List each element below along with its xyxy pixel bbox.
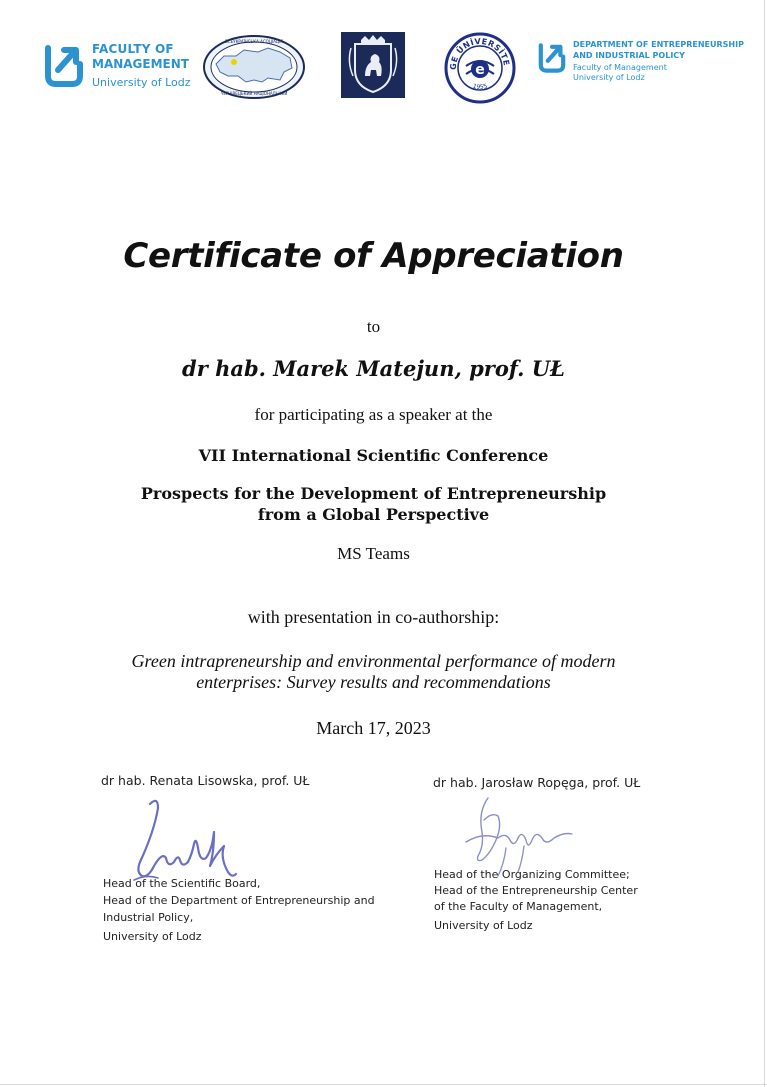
department-logo-line3: Faculty of Management [573,63,667,72]
faculty-logo-line3: University of Lodz [92,76,191,89]
certificate-date: March 17, 2023 [316,718,431,738]
right-role-line4: University of Lodz [434,919,533,932]
right-signatory-role [434,867,638,934]
ege-university-seal-icon [444,32,516,104]
presentation-title-line1: Green intrapreneurship and environmental performance of modern [131,651,616,671]
left-role-line4: University of Lodz [103,930,202,943]
department-logo-line1: DEPARTMENT OF ENTREPRENEURSHIP [573,40,744,49]
ege-year-text: 1955 [471,82,489,91]
lion-crest-icon [341,32,405,98]
faculty-of-management-logo [44,42,194,92]
university-crest-logo [341,32,405,98]
left-role-line3: Industrial Policy, [103,911,194,924]
ege-name-text: GE ÜNİVERSİTE [448,36,511,71]
right-role-line3: of the Faculty of Management, [434,900,603,913]
page-edge-bottom [0,1084,767,1085]
faculty-logo-line1: FACULTY OF [92,42,174,56]
conference-theme-line1: Prospects for the Development of Entrepreneurship [140,484,607,503]
arrow-logo-icon [44,44,84,88]
svg-text:ЧЕРНІВЕЦЬКИЙ НАЦІОНАЛЬНИЙ: ЧЕРНІВЕЦЬКИЙ НАЦІОНАЛЬНИЙ [220,91,288,96]
left-signatory-role [103,875,375,945]
arrow-logo-icon [538,42,566,74]
ukraine-map-icon [202,34,306,100]
department-logo-line4: University of Lodz [573,73,645,82]
left-role-line2: Head of the Department of Entrepreneurship and [103,894,375,907]
participating-text: for participating as a speaker at the [254,405,493,424]
conference-theme [0,483,747,525]
conference-name: VII International Scientific Conference [198,446,549,465]
department-logo-line2: AND INDUSTRIAL POLICY [573,51,685,60]
left-role-line1: Head of the Scientific Board, [103,877,261,890]
conference-theme-line2: from a Global Perspective [257,505,490,524]
ege-university-logo [444,32,516,104]
svg-text:1955 [472,83,488,91]
presentation-title [0,651,747,693]
faculty-logo-line2: MANAGEMENT [92,57,189,71]
svg-text:ВСЕУКРАЇНСЬКА АСОЦІАЦІЯ: ВСЕУКРАЇНСЬКА АСОЦІАЦІЯ [225,39,283,44]
right-role-line2: Head of the Entrepreneurship Center [434,884,638,897]
to-text: to [366,317,381,336]
department-logo [538,40,744,90]
presentation-intro: with presentation in co-authorship: [247,607,500,627]
page-edge-right [764,0,765,1087]
presentation-title-line2: enterprises: Survey results and recommendations [196,672,551,692]
venue-text: MS Teams [337,544,410,563]
ukraine-map-seal-logo [202,34,306,100]
recipient-name: dr hab. Marek Matejun, prof. UŁ [182,356,565,381]
right-role-line1: Head of the Organizing Committee; [434,868,630,881]
certificate-title: Certificate of Appreciation [123,236,624,276]
left-signatory-name: dr hab. Renata Lisowska, prof. UŁ [101,773,310,788]
right-signatory-name: dr hab. Jarosław Ropęga, prof. UŁ [433,775,641,790]
svg-text:e: e [475,62,485,78]
